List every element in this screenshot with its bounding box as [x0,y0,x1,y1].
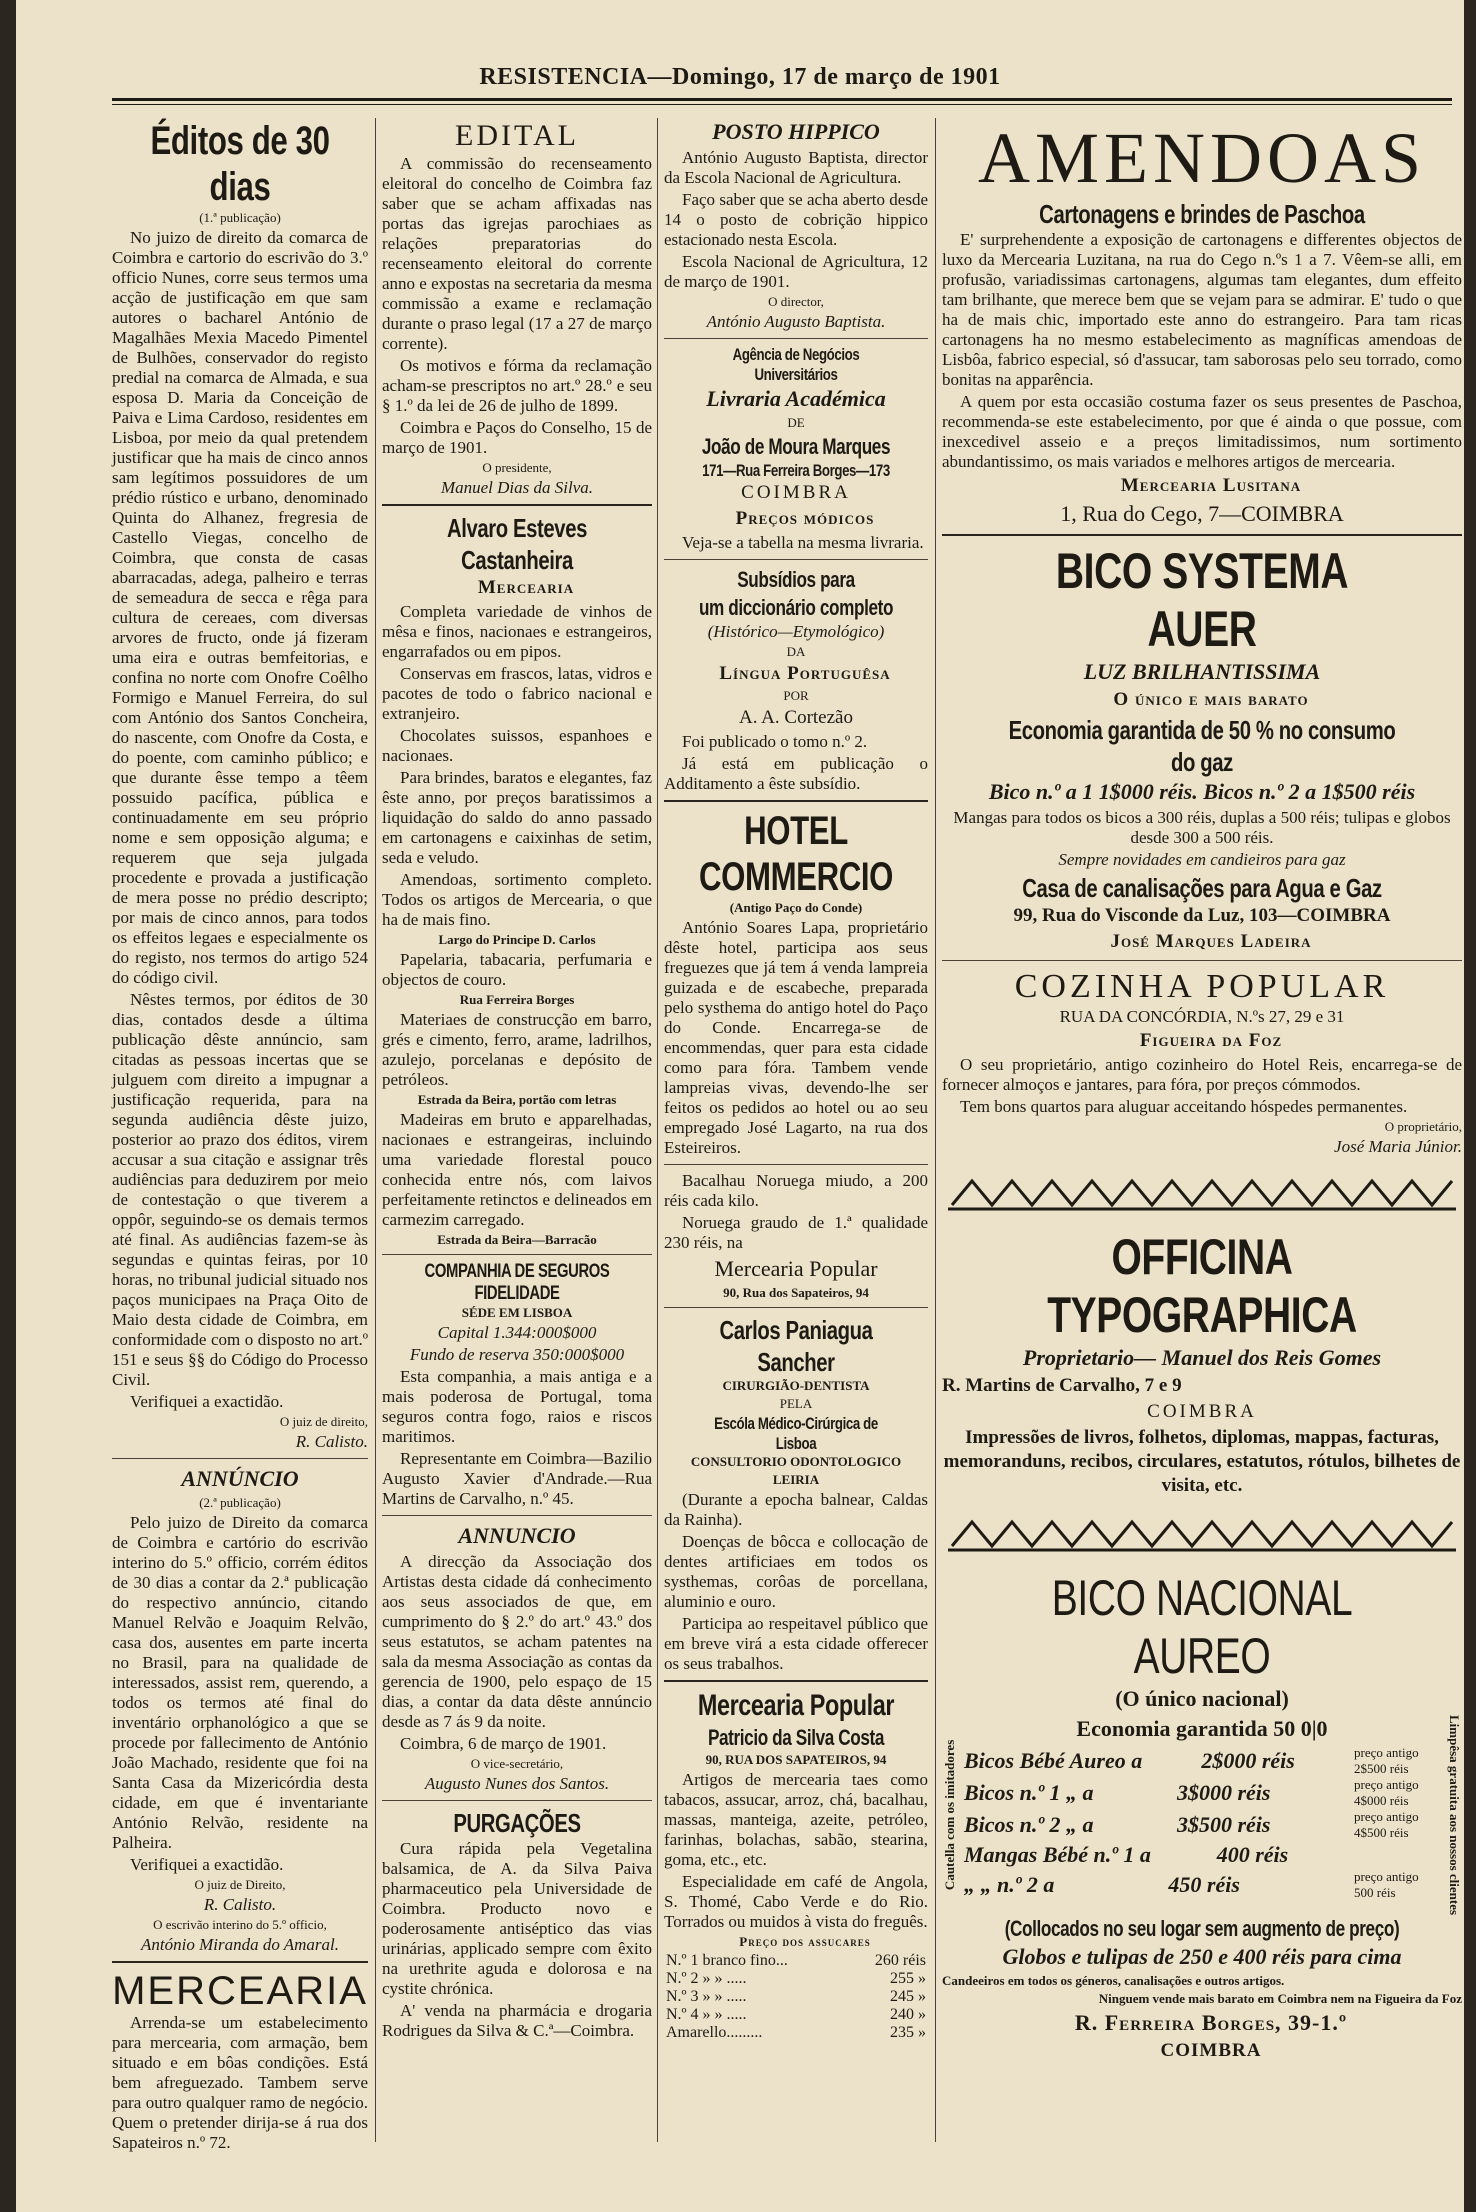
agencia-address: 171—Rua Ferreira Borges—173 [702,461,890,480]
aureo-city: COIMBRA [1160,2040,1262,2062]
aureo-subtitle: (O único nacional) [1115,1686,1289,1711]
aureo-address: R. Ferreira Borges, 39-1.º [1074,2010,1348,2036]
divider [382,1254,652,1255]
price-item: N.º 4 » » ..... [666,2006,747,2023]
purgacoes-ad [382,1807,652,2041]
auer-line: O único e mais barato [1113,689,1309,710]
alvaro-text: Chocolates suissos, espanhoes e nacionaes. [382,726,652,765]
officina-address: R. Martins de Carvalho, 7 e 9 [942,1375,1182,1396]
edital-body: A commissão do recenseamento eleitoral do concelho de Coimbra faz saber que se acham affixadas nas portas das igrejas parochiaes as relações preparatorias do recenseamento eleitoral do corrente anno e expostas na secretaria da mesma commissão a exame e reclamação durante o praso legal (17 a 27 de março corrente). [382,154,652,353]
aureo-old-price: preço antigo 4$000 réis [1353,1777,1419,1808]
aureo-right-note: Limpêsa gratuita aos nossos clientes [1447,1715,1462,1916]
aureo-item: Bicos n.º 1 „ a [964,1780,1094,1805]
subsidios-subtitle: (Histórico—Etymológico) [707,622,885,641]
divider [664,559,928,560]
sugar-price-table [664,1952,928,2042]
edital-body: Os motivos e fórma da reclamação acham-se prescriptos no art.º 28.º e seu § 1.º da lei de 26 de julho de 1899. [382,356,652,415]
divider [112,1458,368,1459]
officina-text: Impressões de livros, folhetos, diplomas, mappas, facturas, memoranduns, recibos, circulares, estatutos, rótulos, bilhetes de visita, etc. [943,1427,1461,1496]
aureo-price-row [964,1745,1440,1777]
price-value: 260 réis [874,1952,926,1969]
newspaper-page [16,0,1464,2212]
amendoas-text: E' surprehendente a exposição de cartonagens e differentes objectos de luxo da Mercearia Luzitana, na rua do Cego n.ºs 1 a 7. Vêem-se alli, em profusão, variadissimas cartonagens, algumas tam elegantes, dum effeito tam brilhante, que merece bem que se vejam para se admirar. E' tudo o que ha de mais chic, importado este anno do estrangeiro. Para tam ricas cartonagens ha no mesmo estabelecimento as magníficas amendoas de Lisbôa, fabrico especial, só d'assucar, tam saborosas pelo seu torrado, como bonitas na apparência. [942,230,1462,389]
editos-notice [112,118,368,1452]
column-rule [657,118,658,2142]
divider [112,1961,368,1963]
aureo-price-row [964,1777,1440,1809]
agencia-owner: João de Moura Marques [701,434,891,459]
cozinha-address: RUA DA CONCÓRDIA, N.ºs 27, 29 e 31 [1059,1007,1345,1026]
popular-owner: Patricio da Silva Costa [707,1725,885,1750]
auer-text: Sempre novidades em candieiros para gaz [1058,850,1346,869]
annuncio2-date: Coimbra, 6 de março de 1901. [400,1734,607,1753]
table-row [664,2006,928,2024]
sancher-text: Participa ao respeitavel público que em breve virá a esta cidade offerecer os seus trabalhos. [664,1614,928,1673]
alvaro-title: Alvaro Esteves Castanheira [447,513,587,575]
seguros-subtitle: SÉDE EM LISBOA [461,1305,573,1320]
mercearia-ad [112,1969,368,2153]
popular-ad [664,1688,928,2042]
editos-body: Nêstes termos, por éditos de 30 dias, contados desde a última publicação dêste annúncio, sam citadas as pessoas incertas que se julguem com direito a impugnar a justificação requerida, para na segunda audiência dêste juizo, posterior ao prazo dos éditos, virem accusar a sua citação e assignar três audiências para deduzirem por meio de contestação o que tiverem a oppôr, seguindo-se os demais termos até final. As audiências fazem-se às segundas e quintas feiras, por 10 horas, no tribunal judicial situado nos paços municipaes na Praça Oito de Maio desta cidade de Coimbra, em conformidade com o disposto no art.º 151 e seus §§ do Código do Processo Civil. [112,990,368,1389]
edital-title: EDITAL [455,119,579,152]
posto-text: Escola Nacional de Agricultura, 12 de março de 1901. [664,252,928,291]
divider [942,534,1462,536]
subsidios-por: POR [783,688,809,703]
posto-ad [664,118,928,332]
bacalhau-address: 90, Rua dos Sapateiros, 94 [723,1285,869,1300]
aureo-economy: Economia garantida 50 0|0 [1076,1716,1328,1741]
alvaro-subtitle: Mercearia [477,577,575,598]
officina-ad [942,1228,1462,1498]
amendoas-address: 1, Rua do Cego, 7—COIMBRA [1060,501,1344,526]
posto-text: Faço saber que se acha aberto desde 14 o posto de cobrição hippico estacionado nesta Escola. [664,190,928,249]
auer-subtitle: LUZ BRILHANTISSIMA [1083,659,1321,684]
alvaro-text: Para brindes, baratos e elegantes, faz êste anno, por preços baratissimos a liquidação do saldo do anno passado em cartonagens e caixinhas de setim, seda e veludo. [382,768,652,867]
subsidios-da: DA [786,644,806,659]
cozinha-city: Figueira da Foz [1139,1030,1283,1051]
annuncio-body: Pelo juizo de Direito da comarca de Coimbra e cartório do escrivão interino do 5.º officio, corrém éditos de 30 dias a contar da 2.ª publicação do respectivo annúncio, citando Manuel Relvão e Joaquim Relvão, casa dos, ausentes em parte incerta no Brasil, para na qualidade de interessados, assist rem, querendo, a todos os termos até final do inventário orphanológico a que se procede por fallecimento de António João Machado, residente que foi na Santa Casa da Mizericórdia desta cidade, em que é inventariante António Relvão, residente na Palheira. [112,1513,368,1852]
aureo-old-price: preço antigo 500 réis [1354,1869,1419,1900]
alvaro-location: Estrada da Beira—Barracão [437,1232,597,1247]
auer-title: BICO SYSTEMA AUER [1055,543,1349,657]
sancher-text: Doenças de bôcca e collocação de dentes artificiaes em todos os systhemas, corôas de porcellana, aluminio e ouro. [664,1532,928,1611]
editos-title: Éditos de 30 dias [150,119,330,209]
hotel-subtitle: (Antigo Paço do Conde) [729,900,863,915]
auer-economy: Economia garantida de 50 % no consumo do gaz [1008,715,1396,777]
aureo-price: 450 réis [1168,1872,1240,1897]
annuncio2-ad [382,1522,652,1794]
officina-proprietor: Proprietario— Manuel dos Reis Gomes [1022,1345,1382,1370]
mercearia-title: MERCEARIA [112,1969,368,2013]
auer-text: Mangas para todos os bicos a 300 réis, duplas a 500 réis; tulipas e globos desde 300 a 500 réis. [953,808,1451,847]
divider [664,338,928,339]
ornamental-border [942,1512,1462,1556]
sancher-subtitle: CIRURGIÃO-DENTISTA [722,1378,870,1393]
auer-ad [942,542,1462,954]
column-2 [382,118,652,2142]
amendoas-subtitle: Cartonagens e brindes de Paschoa [1039,199,1365,229]
cozinha-ad [942,967,1462,1157]
aureo-price-row [964,1841,1440,1869]
annuncio-verified: Verifiquei a exactidão. [130,1855,284,1874]
posto-role: O director, [768,294,824,309]
annuncio-clerk-signature: António Miranda do Amaral. [140,1935,340,1954]
popular-price-title: Preço dos assucares [739,1934,871,1949]
aureo-globos: Globos e tulipas de 250 e 400 réis para cima [1002,1944,1402,1970]
cozinha-role: O proprietário, [1384,1119,1462,1134]
popular-address: 90, RUA DOS SAPATEIROS, 94 [705,1752,887,1767]
alvaro-text: Madeiras em bruto e apparelhadas, nacionaes e estrangeiras, incluindo uma variedade florestal pouco conhecida entre nós, com laivos perfeitamente retinctos e delineados em carmezim carregado. [382,1110,652,1229]
aureo-old-price: preço antigo 2$500 réis [1353,1745,1419,1776]
auer-casa: Casa de canalisações para Agua e Gaz [1022,873,1382,903]
agencia-de: DE [787,415,805,430]
alvaro-text: Amendoas, sortimento completo. Todos os artigos de Mercearia, o que ha de mais fino. [382,870,652,929]
divider [382,504,652,506]
subsidios-text: Já está em publicação o Additamento a êste subsídio. [664,754,928,793]
bacalhau-shop: Mercearia Popular [714,1256,878,1281]
aureo-price-row [964,1809,1440,1841]
column-rule [375,118,376,2142]
seguros-ad [382,1261,652,1509]
alvaro-location: Largo do Principe D. Carlos [438,932,596,947]
sancher-pela: PELA [779,1396,813,1411]
agencia-text: Veja-se a tabella na mesma livraria. [682,533,924,552]
aureo-ninguem: Ninguem vende mais barato em Coimbra nem na Figueira da Foz [1098,1991,1462,2007]
aureo-price: 3$500 réis [1176,1812,1271,1837]
edital-signature: Manuel Dias da Silva. [440,478,594,497]
aureo-body [942,1715,1462,1915]
divider [664,1164,928,1165]
divider [382,1800,652,1801]
sancher-school: Escóla Médico-Cirúrgica de Lisboa [714,1414,878,1453]
aureo-title: BICO NACIONAL AUREO [1051,1570,1353,1684]
annuncio-subtitle: (2.ª publicação) [199,1495,281,1510]
annuncio-title: ANNÚNCIO [181,1466,299,1491]
masthead-rule-thin [112,104,1452,105]
aureo-ad [942,1569,1462,2063]
seguros-title: COMPANHIA DE SEGUROS FIDELIDADE [424,1261,610,1304]
annuncio-judge-role: O juiz de Direito, [194,1877,286,1892]
masthead-rule [112,98,1452,101]
annuncio2-text: A direcção da Associação dos Artistas desta cidade dá conhecimento aos seus associados de que, em cumprimento do § 2.º do art.º 43.º dos seus estatutos, se acham patentes na sala da mesma Associação as contas da gerencia de 1900, pelo espaço de 15 dias, a contar da data dêste annúncio desde as 7 ás 9 da noite. [382,1552,652,1731]
cozinha-title: COZINHA POPULAR [1014,968,1390,1005]
auer-owner: José Marques Ladeira [1110,931,1312,952]
seguros-capital: Capital 1.344:000$000 [437,1323,597,1342]
divider [664,1680,928,1682]
alvaro-text: Completa variedade de vinhos de mêsa e finos, nacionaes e estrangeiros, engarrafados ou em pipos. [382,602,652,661]
annuncio2-title: ANNUNCIO [458,1523,576,1548]
table-row [664,1952,928,1970]
bacalhau-ad [664,1171,928,1301]
popular-text: Artigos de mercearia taes como tabacos, assucar, arroz, chá, bacalhau, massas, manteiga, azeite, petróleo, farinhas, bolachas, sabão, stearina, goma, etc., etc. [664,1770,928,1869]
aureo-item: „ „ n.º 2 a [964,1872,1055,1897]
alvaro-location: Rua Ferreira Borges [459,992,575,1007]
sancher-ad [664,1314,928,1674]
editos-judge-role: O juiz de direito, [279,1414,368,1429]
table-row [664,1970,928,1988]
editos-verified: Verifiquei a exactidão. [130,1392,284,1411]
aureo-price: 400 réis [1216,1842,1289,1867]
aureo-collocados: (Collocados no seu logar sem augmento de preço) [1004,1916,1400,1942]
purgacoes-title: PURGAÇÕES [453,1808,581,1838]
officina-city: COIMBRA [1147,1401,1257,1422]
subsidios-lingua: Língua Portuguêsa [719,663,891,684]
price-value: 245 » [890,1988,926,2005]
sancher-text: (Durante a epocha balnear, Caldas da Rainha). [664,1490,928,1529]
price-item: N.º 2 » » ..... [666,1970,747,1987]
posto-signature: António Augusto Baptista. [706,312,886,331]
divider [382,1515,652,1516]
bacalhau-text: Noruega graudo de 1.ª qualidade 230 réis, na [664,1213,928,1252]
editos-signature: R. Calisto. [295,1432,368,1451]
edital-date: Coimbra e Paços do Conselho, 15 de março de 1901. [382,418,652,457]
annuncio-notice [112,1465,368,1955]
posto-text: António Augusto Baptista, director da Escola Nacional de Agricultura. [664,148,928,187]
annuncio2-signature: Augusto Nunes dos Santos. [424,1774,610,1793]
price-value: 235 » [890,2024,926,2041]
cozinha-text: O seu proprietário, antigo cozinheiro do Hotel Reis, encarrega-se de fornecer almoços e jantares, para fóra, por preços cómmodos. [942,1055,1462,1094]
edital-role: O presidente, [482,460,552,475]
cozinha-text: Tem bons quartos para aluguar acceitando hóspedes permanentes. [960,1097,1408,1116]
alvaro-text: Papelaria, tabacaria, perfumaria e objectos de couro. [382,950,652,989]
agencia-title: Agência de Negócios Universitários [732,345,860,384]
amendoas-title: AMENDOAS [977,118,1427,198]
divider [664,1307,928,1308]
mercearia-body: Arrenda-se um estabelecimento para mercearia, com armação, bem situado e em bôas condições. Está bem afreguezado. Tambem serve para outro qualquer ramo de negócio. Quem o pretender dirija-se á rua dos Sapateiros n.º 72. [112,2013,368,2152]
aureo-old-price: preço antigo 4$500 réis [1353,1809,1419,1840]
price-value: 240 » [890,2006,926,2023]
posto-title: POSTO HIPPICO [712,119,880,144]
edital-notice [382,118,652,498]
subsidios-title: Subsídios para [737,567,855,592]
aureo-price-row [964,1869,1440,1901]
aureo-item: Bicos Bébé Aureo a [964,1748,1143,1773]
alvaro-location: Estrada da Beira, portão com letras [417,1092,617,1107]
hotel-ad [664,808,928,1158]
purgacoes-text: Cura rápida pela Vegetalina balsamica, de A. da Silva Paiva pharmaceutico pela Universidade de Coimbra. Producto novo e poderosamente antiséptico das vias urinárias, applicado sempre com êxito na urethrite aguda e dolorosa e na cystite chrónica. [382,1839,652,1998]
annuncio-signature: R. Calisto. [203,1895,277,1914]
popular-text: Especialidade em café de Angola, S. Thomé, Cabo Verde e do Rio. Torrados ou muidos à vista do freguês. [664,1872,928,1931]
bacalhau-text: Bacalhau Noruega miudo, a 200 réis cada kilo. [664,1171,928,1210]
purgacoes-text: A' venda na pharmácia e drogaria Rodrigues da Silva & C.ª—Coimbra. [382,2001,652,2040]
annuncio-clerk-role: O escrivão interino do 5.º officio, [153,1917,327,1932]
sancher-title: Carlos Paniagua Sancher [719,1315,873,1377]
column-3 [664,118,928,2142]
aureo-price: 3$000 réis [1176,1780,1271,1805]
alvaro-text: Materiaes de construcção em barro, grés e cimento, ferro, arame, ladrilhos, azulejo, porcelanas e depósito de petróleos. [382,1010,652,1089]
annuncio2-role: O vice-secretário, [470,1756,564,1771]
editos-subtitle: (1.ª publicação) [199,210,281,225]
aureo-candeeiros: Candeeiros em todos os géneros, canalisações e outros artigos. [942,1973,1285,1989]
subsidios-ad [664,566,928,794]
aureo-price: 2$000 réis [1201,1748,1295,1773]
editos-body: No juizo de direito da comarca de Coimbra e cartorio do escrivão do 3.º officio Nunes, corre seus termos uma acção de justificação em que sam autores o bacharel António de Magalhães Mexia Macedo Pimentel de Bulhões, conservador do registo predial na comarca de Almada, e sua esposa D. Maria da Conceição de Paiva e Lima Cardoso, residentes em Lisboa, por meio da qual pretendem justificar que ha mais de cinco annos sam legítimos possuidores de um prédio rústico e urbano, denominado Quinta do Alhanez, fregresia de Castello Viegas, concelho de Coimbra, que consta de casas abarracadas, adega, palheiro e terras de semeadura de secca e rêga para cultura de cereaes, com diversas arvores de fructo, onde já fizeram uma eira e outras bemfeitorias, e confina no norte com Onofre Coêlho Formigo e Manuel Ferreira, do sul com António dos Santos Concheira, do nascente, com Onofre da Costa, e do poente, com caminho público; e que durante êsse tempo a têem possuido pacífica, pública e continuadamente em seu próprio nome e sem opposição alguma; e requerem que seja julgada procedente e provada a justificação de mera posse no prédio descripto; por mais de cinco annos, para todos os effeitos legaes e especialmente os do registo, nos termos do artigo 524 do código civil. [112,228,368,987]
sancher-consultorio: CONSULTORIO ODONTOLOGICO [690,1454,902,1469]
ornamental-border [942,1171,1462,1215]
price-item: N.º 3 » » ..... [666,1988,747,2005]
officina-title: OFFICINA TYPOGRAPHICA [1047,1229,1357,1343]
alvaro-ad [382,512,652,1248]
auer-address: 99, Rua do Visconde da Luz, 103—COIMBRA [1013,905,1391,926]
seguros-fund: Fundo de reserva 350:000$000 [409,1345,625,1364]
amendoas-shop: Mercearia Lusitana [1120,475,1302,496]
sancher-city: LEIRIA [772,1472,820,1487]
column-rule [935,118,936,2142]
column-4 [942,118,1462,2142]
table-row [664,1988,928,2006]
hotel-title: HOTEL COMMERCIO [698,809,894,899]
agencia-ad [664,345,928,553]
price-item: N.º 1 branco fino... [666,1952,788,1969]
column-1 [112,118,368,2152]
auer-prices: Bico n.º a 1 1$000 réis. Bicos n.º 2 a 1$500 réis [988,779,1416,804]
subsidios-author: A. A. Cortezão [739,707,853,728]
amendoas-text: A quem por esta occasião costuma fazer os seus presentes de Paschoa, recommenda-se este estabelecimento, por que é ainda o que possue, com inexcedivel asseio e a preços limitadissimos, num sortimento abundantissimo, os mais variados e melhores artigos de mercearia. [942,392,1462,471]
alvaro-text: Conservas em frascos, latas, vidros e pacotes de todo o fabrico nacional e extranjeiro. [382,664,652,723]
agencia-name: Livraria Académica [706,386,886,411]
subsidios-title: um diccionário completo [698,595,894,620]
amendoas-ad [942,118,1462,528]
cozinha-signature: José Maria Júnior. [1334,1137,1462,1156]
seguros-text: Esta companhia, a mais antiga e a mais poderosa de Portugal, toma seguros contra fogo, raios e riscos maritimos. [382,1367,652,1446]
popular-title: Mercearia Popular [697,1689,895,1722]
aureo-left-note: Cautella com os imitadores [942,1739,957,1891]
seguros-text: Representante em Coimbra—Bazilio Augusto Xavier d'Andrade.—Rua Martins de Carvalho, n.º 45. [382,1449,652,1508]
divider [664,800,928,802]
hotel-text: António Soares Lapa, proprietário dêste hotel, participa aos seus freguezes que já tem á venda lampreia guizada e de escabeche, preparada pelo systhema do antigo hotel do Paço do Conde. Encarrega-se de encommendas, quer para esta cidade como para fóra. Tambem vende lampreias vivas, devendo-lhe ser feitos os pedidos ao hotel ou ao seu empregado José Lagarto, na rua dos Esteireiros. [664,918,928,1157]
masthead: RESISTENCIA—Domingo, 17 de março de 1901 [479,64,1001,90]
price-value: 255 » [890,1970,926,1987]
divider [942,960,1462,961]
agencia-prices: Preços módicos [735,508,875,529]
agencia-city: COIMBRA [741,482,851,503]
subsidios-text: Foi publicado o tomo n.º 2. [682,732,868,751]
aureo-item: Mangas Bébé n.º 1 a [964,1842,1151,1867]
aureo-item: Bicos n.º 2 „ a [964,1812,1094,1837]
price-item: Amarello......... [666,2024,763,2041]
table-row [664,2024,928,2042]
